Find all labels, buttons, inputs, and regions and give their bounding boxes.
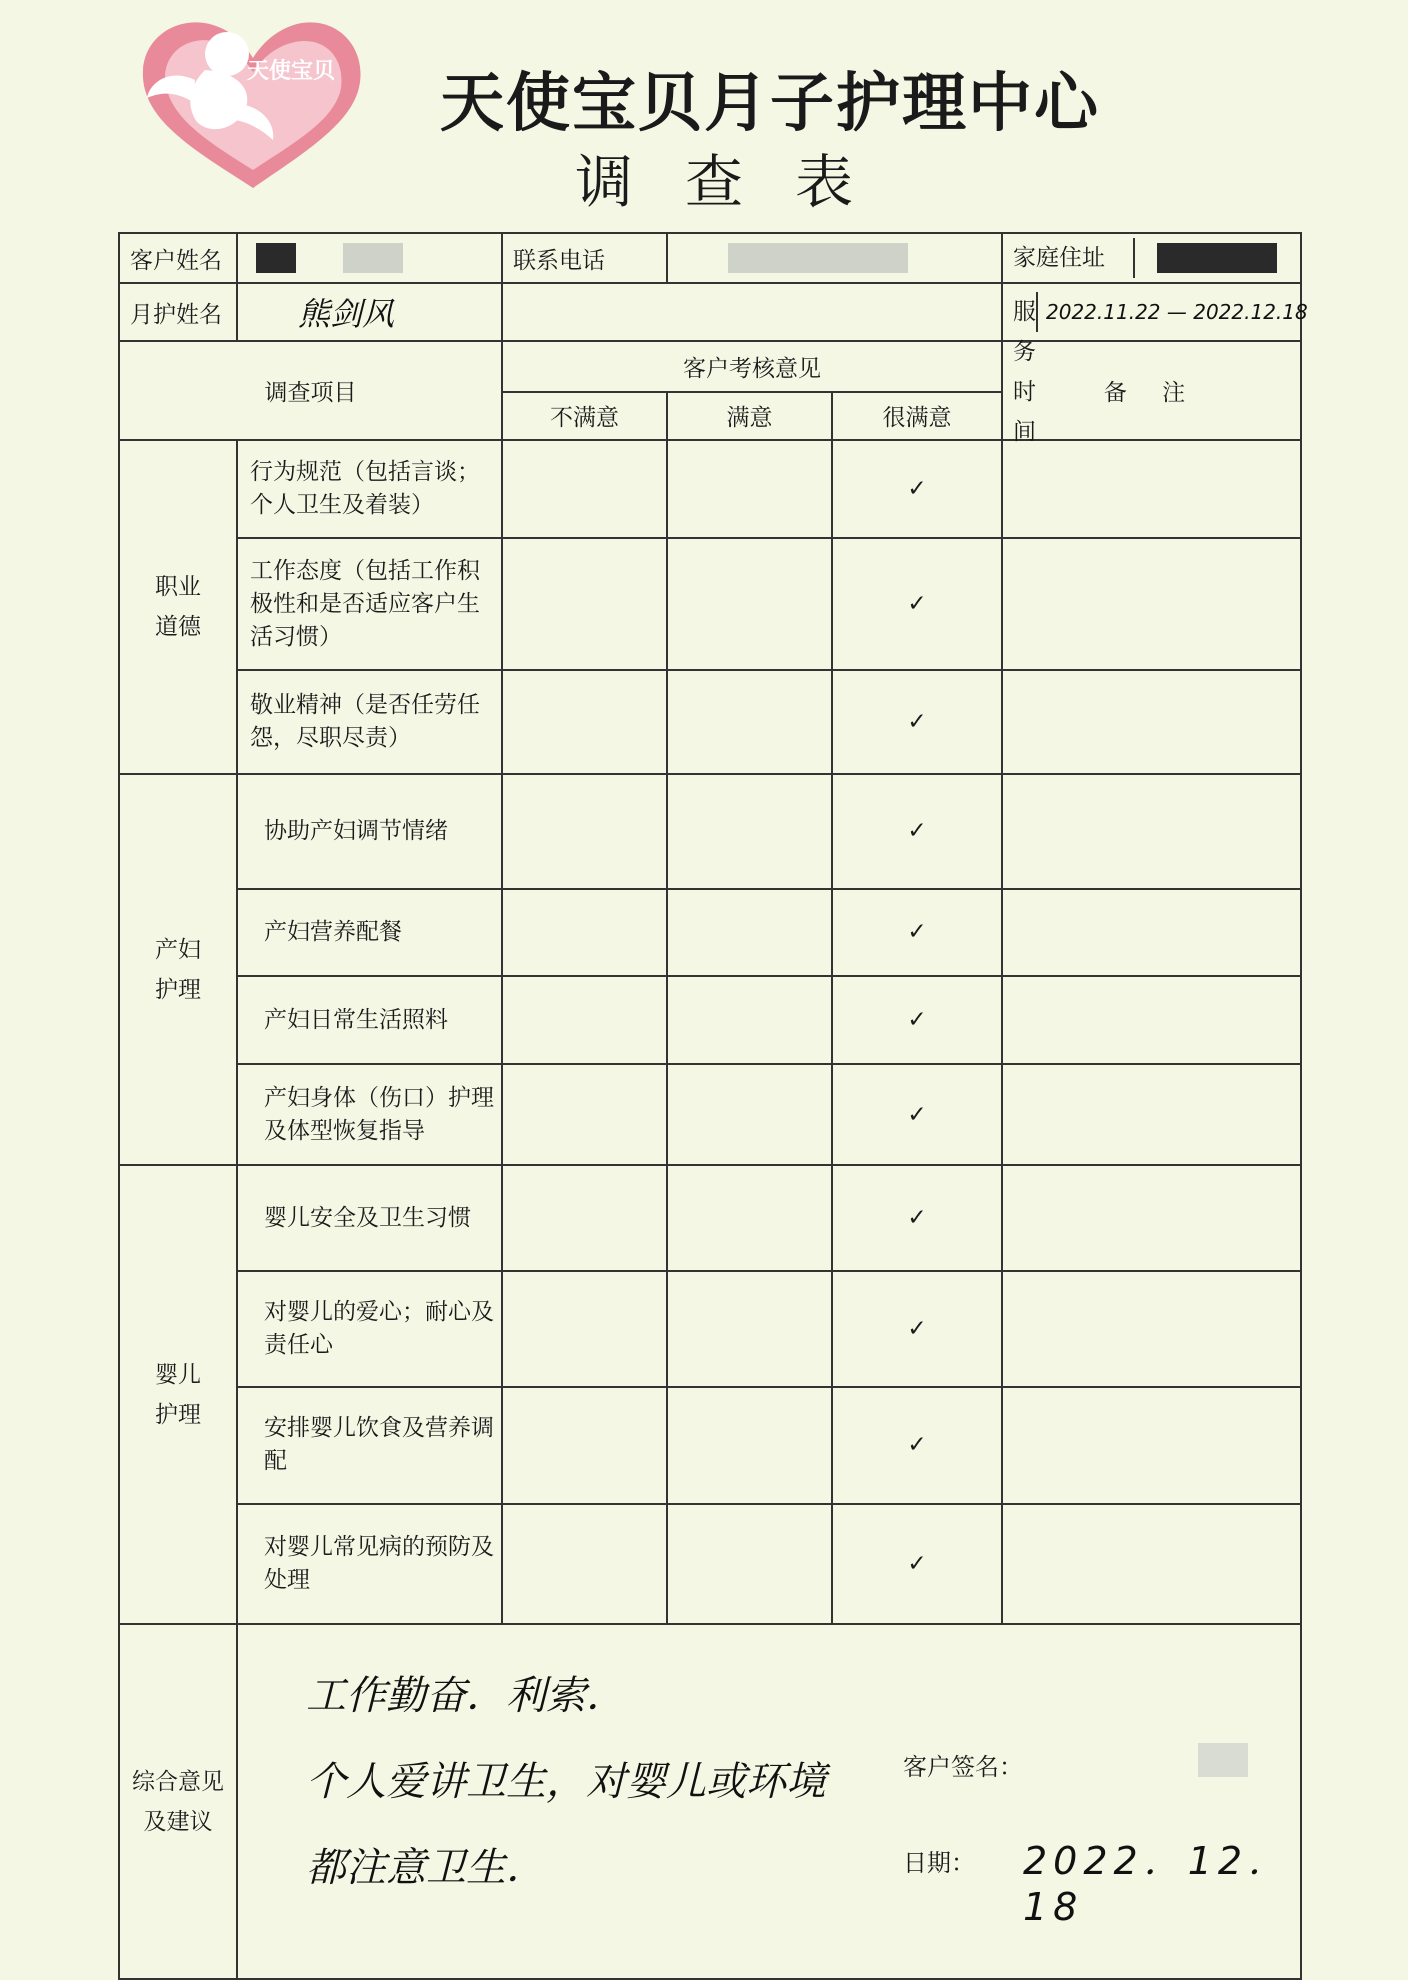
remark-header: 备 注	[1002, 341, 1301, 440]
cell-remark	[1002, 976, 1301, 1065]
cell-satisfied	[667, 1271, 832, 1386]
cell-unsatisfied	[502, 440, 667, 539]
cell-satisfied	[667, 1064, 832, 1165]
check-mark: ✓	[832, 1271, 1002, 1386]
cell-remark	[1002, 538, 1301, 670]
survey-item: 敬业精神（是否任劳任怨，尽职尽责）	[237, 670, 502, 773]
cell-unsatisfied	[502, 889, 667, 976]
group-label-line: 婴儿	[155, 1361, 201, 1388]
cell-satisfied	[667, 774, 832, 889]
cell-satisfied	[667, 976, 832, 1065]
address-label: 家庭住址	[1003, 238, 1135, 278]
survey-item: 协助产妇调节情绪	[237, 774, 502, 889]
group-label	[119, 440, 237, 774]
check-mark: ✓	[832, 889, 1002, 976]
cell-satisfied	[667, 1165, 832, 1271]
phone-label: 联系电话	[502, 233, 667, 283]
service-time-label: 服务时间	[1003, 292, 1038, 332]
check-mark: ✓	[832, 440, 1002, 539]
col-very-satisfied: 很满意	[832, 392, 1002, 440]
cell-remark	[1002, 1271, 1301, 1386]
group-label	[119, 774, 237, 1166]
group-label-line: 产妇	[155, 936, 201, 963]
opinion-header: 客户考核意见	[502, 341, 1002, 391]
address-cell	[1002, 233, 1301, 283]
group-label-line: 护理	[155, 1401, 201, 1428]
survey-item: 产妇身体（伤口）护理及体型恢复指导	[237, 1064, 502, 1165]
survey-item: 行为规范（包括言谈；个人卫生及着装）	[237, 440, 502, 539]
group-label	[119, 1165, 237, 1624]
survey-item: 产妇营养配餐	[237, 889, 502, 976]
cell-unsatisfied	[502, 1387, 667, 1505]
survey-item: 产妇日常生活照料	[237, 976, 502, 1065]
cell-remark	[1002, 670, 1301, 773]
group-label-line: 职业	[155, 573, 201, 600]
comments-label-line: 综合意见	[132, 1768, 224, 1795]
cell-unsatisfied	[502, 1064, 667, 1165]
logo-text: 天使宝贝	[247, 59, 336, 84]
cell-satisfied	[667, 538, 832, 670]
logo-heart-icon	[135, 10, 370, 195]
col-unsatisfied: 不满意	[502, 392, 667, 440]
cell-unsatisfied	[502, 1271, 667, 1386]
comment-line: 工作勤奋．利索．	[306, 1673, 626, 1720]
cell-unsatisfied	[502, 1165, 667, 1271]
check-mark: ✓	[832, 670, 1002, 773]
customer-name-label: 客户姓名	[119, 233, 237, 283]
cell-satisfied	[667, 889, 832, 976]
cell-unsatisfied	[502, 538, 667, 670]
check-mark: ✓	[832, 1504, 1002, 1624]
survey-item: 对婴儿常见病的预防及处理	[237, 1504, 502, 1624]
comments-label	[119, 1624, 237, 1979]
redacted-block	[1157, 243, 1277, 273]
cell-satisfied	[667, 1504, 832, 1624]
redacted-block	[343, 243, 403, 273]
survey-table	[118, 232, 1308, 1980]
cell-remark	[1002, 889, 1301, 976]
comments-area	[237, 1624, 1301, 1979]
signature-label: 客户签名：	[903, 1753, 1023, 1782]
cell-unsatisfied	[502, 976, 667, 1065]
customer-name-value	[237, 233, 502, 283]
survey-item: 婴儿安全及卫生习惯	[237, 1165, 502, 1271]
date-label: 日期：	[903, 1849, 975, 1878]
page-subtitle: 调查表	[575, 148, 906, 216]
service-time-value: 2022.11.22 — 2022.12.18	[1046, 300, 1308, 325]
comments-text	[306, 1653, 826, 1911]
cell-unsatisfied	[502, 1504, 667, 1624]
redacted-block	[256, 243, 296, 273]
cell-remark	[1002, 1165, 1301, 1271]
survey-item: 安排婴儿饮食及营养调配	[237, 1387, 502, 1505]
comments-label-line: 及建议	[143, 1808, 213, 1835]
cell-remark	[1002, 1504, 1301, 1624]
cell-satisfied	[667, 1387, 832, 1505]
survey-item: 工作态度（包括工作积极性和是否适应客户生活习惯）	[237, 538, 502, 670]
redacted-block	[728, 243, 908, 273]
check-mark: ✓	[832, 1165, 1002, 1271]
nurse-name-label: 月护姓名	[119, 283, 237, 341]
cell-satisfied	[667, 670, 832, 773]
cell-remark	[1002, 1064, 1301, 1165]
survey-item: 对婴儿的爱心；耐心及责任心	[237, 1271, 502, 1386]
check-mark: ✓	[832, 538, 1002, 670]
comment-line: 都注意卫生．	[306, 1845, 546, 1892]
cell-satisfied	[667, 440, 832, 539]
cell-unsatisfied	[502, 670, 667, 773]
check-mark: ✓	[832, 1064, 1002, 1165]
col-satisfied: 满意	[667, 392, 832, 440]
date-value: 2022．12．18	[1023, 1839, 1293, 1930]
check-mark: ✓	[832, 774, 1002, 889]
phone-value	[667, 233, 1002, 283]
check-mark: ✓	[832, 976, 1002, 1065]
blank-cell	[502, 283, 1002, 341]
group-label-line: 护理	[155, 976, 201, 1003]
page-title: 天使宝贝月子护理中心	[440, 67, 1100, 141]
cell-remark	[1002, 774, 1301, 889]
cell-remark	[1002, 1387, 1301, 1505]
item-header: 调查项目	[119, 341, 502, 440]
signature-redacted	[1198, 1743, 1248, 1777]
nurse-name-value: 熊剑风	[237, 283, 502, 341]
comment-line: 个人爱讲卫生，对婴儿或环境	[306, 1759, 826, 1806]
check-mark: ✓	[832, 1387, 1002, 1505]
cell-unsatisfied	[502, 774, 667, 889]
group-label-line: 道德	[155, 613, 201, 640]
cell-remark	[1002, 440, 1301, 539]
